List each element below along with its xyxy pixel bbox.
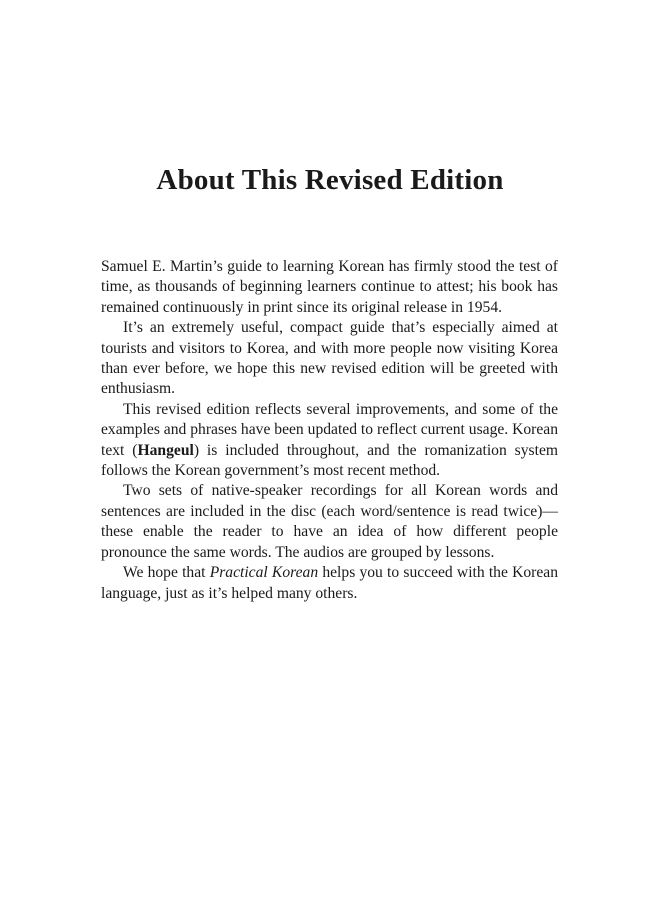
paragraph-5-text-before: We hope that <box>123 564 210 582</box>
body-text <box>101 257 558 604</box>
paragraph-5-text-after: helps you to succeed with the Korean language, just as it’s helped many others. <box>101 564 558 602</box>
book-title: Practical Korean <box>209 564 319 582</box>
paragraph-3-text-after: ) is included throughout, and the romanization system follows the Korean government’s most recent method. <box>101 441 558 480</box>
page-title: About This Revised Edition <box>156 164 504 196</box>
hangeul-term: Hangeul <box>137 441 194 459</box>
paragraph-3 <box>101 400 558 482</box>
paragraph-5 <box>101 563 558 604</box>
paragraph-1: Samuel E. Martin’s guide to learning Korean has firmly stood the test of time, as thousands of beginning learners continue to attest; his book has remained continuously in print since its original release in 1954. <box>101 258 558 316</box>
paragraph-2: It’s an extremely useful, compact guide that’s especially aimed at tourists and visitors to Korea, and with more people now visiting Korea than ever before, we hope this new revised edition will be greeted with enthusiasm. <box>101 319 558 398</box>
paragraph-3-text-before: This revised edition reflects several improvements, and some of the examples and phrases have been updated to reflect current usage. Korean text ( <box>101 400 558 459</box>
paragraph-4: Two sets of native-speaker recordings for all Korean words and sentences are included in the disc (each word/sentence is read twice)—these enable the reader to have an idea of how different people pronounce the same words. The audios are grouped by lessons. <box>101 482 558 561</box>
